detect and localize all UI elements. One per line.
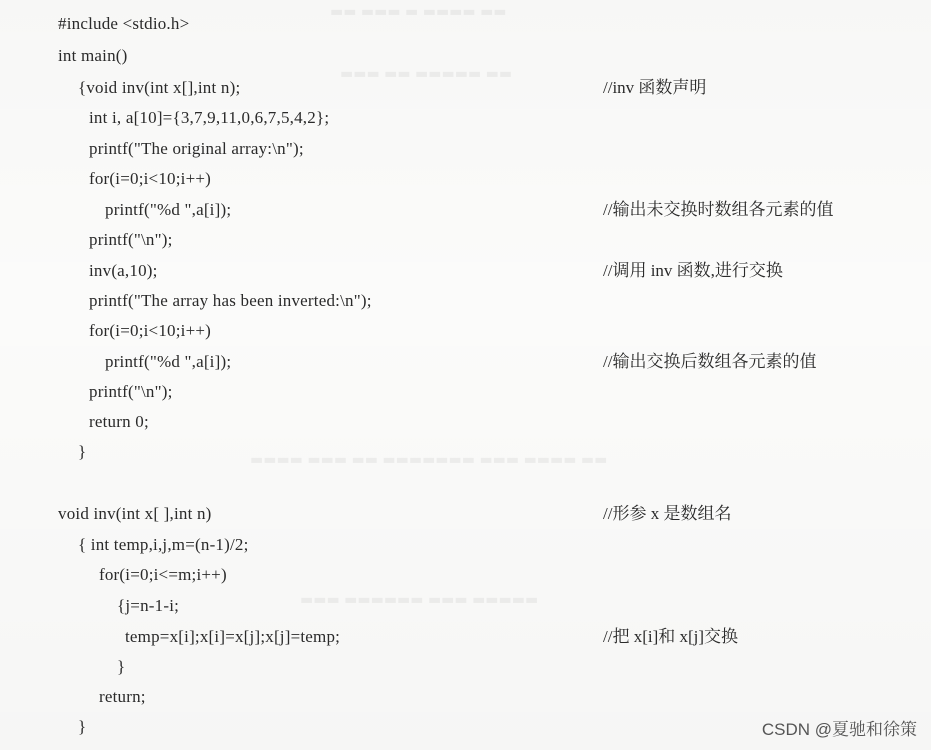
code-line-inv-close-brace: } — [78, 717, 87, 736]
code-line-main-signature: int main() — [58, 46, 128, 65]
code-line-for-loop-1: for(i=0;i<10;i++) — [89, 169, 212, 188]
comment-call-inv: //调用 inv 函数,进行交换 — [603, 261, 783, 280]
code-line-compute-j: {j=n-1-i; — [117, 596, 180, 615]
bleed-through-ghost: ▬▬▬ ▬▬ ▬▬▬▬▬ ▬▬ — [340, 66, 513, 82]
comment-param-array-name: //形参 x 是数组名 — [603, 504, 732, 523]
comment-swap: //把 x[i]和 x[j]交换 — [603, 627, 739, 646]
code-line-array-init: int i, a[10]={3,7,9,11,0,6,7,5,4,2}; — [89, 108, 330, 127]
comment-print-before-swap: //输出未交换时数组各元素的值 — [603, 200, 834, 219]
bleed-through-ghost: ▬▬▬▬ ▬▬▬ ▬▬ ▬▬▬▬▬▬▬ ▬▬▬ ▬▬▬▬ ▬▬ — [250, 452, 608, 468]
code-line-for-loop-3: for(i=0;i<=m;i++) — [99, 565, 227, 584]
code-line-include: #include <stdio.h> — [58, 14, 190, 33]
bleed-through-ghost: ▬▬ ▬▬▬ ▬ ▬▬▬▬ ▬▬ — [330, 4, 507, 20]
code-line-return: return; — [99, 687, 146, 706]
code-line-print-original-header: printf("The original array:\n"); — [89, 139, 304, 158]
code-line-print-newline-2: printf("\n"); — [89, 382, 173, 401]
code-line-swap: temp=x[i];x[i]=x[j];x[j]=temp; — [125, 627, 341, 646]
code-line-inv-declaration: {void inv(int x[],int n); — [78, 78, 241, 97]
code-line-print-inverted-header: printf("The array has been inverted:\n"); — [89, 291, 372, 310]
code-line-main-close-brace: } — [78, 442, 87, 461]
code-line-print-newline-1: printf("\n"); — [89, 230, 173, 249]
code-line-print-element-1: printf("%d ",a[i]); — [105, 200, 232, 219]
code-line-call-inv: inv(a,10); — [89, 261, 158, 280]
code-line-for-loop-2: for(i=0;i<10;i++) — [89, 321, 212, 340]
code-line-print-element-2: printf("%d ",a[i]); — [105, 352, 232, 371]
csdn-watermark: CSDN @夏驰和徐策 — [761, 720, 917, 739]
bleed-through-ghost: ▬▬▬ ▬▬▬▬▬▬ ▬▬▬ ▬▬▬▬▬ — [300, 592, 539, 608]
code-line-return-0: return 0; — [89, 412, 149, 431]
comment-inv-declaration: //inv 函数声明 — [603, 78, 707, 97]
code-line-inv-signature: void inv(int x[ ],int n) — [58, 504, 212, 523]
comment-print-after-swap: //输出交换后数组各元素的值 — [603, 352, 817, 371]
code-line-loop-close-brace: } — [117, 657, 126, 676]
code-line-local-vars: { int temp,i,j,m=(n-1)/2; — [78, 535, 249, 554]
